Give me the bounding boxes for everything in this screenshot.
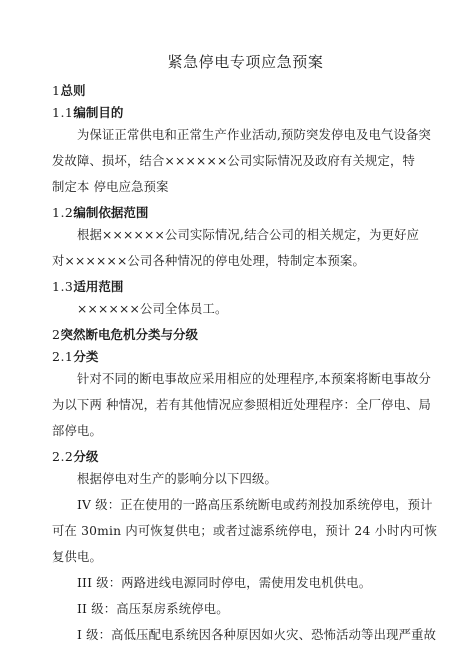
paragraph-line: 针对不同的断电事故应采用相应的处理程序,本预案将断电事故分 — [77, 372, 432, 386]
section-heading-1 — [52, 82, 439, 100]
paragraph-line: II 级：高压泵房系统停电。 — [77, 602, 229, 616]
paragraph-line: 制定本 停电应急预案 — [52, 180, 169, 194]
section-title: 编制目的 — [73, 105, 124, 120]
section-title: 适用范围 — [73, 279, 124, 294]
paragraph-line: 根据××××××公司实际情况,结合公司的相关规定，为更好应 — [77, 228, 420, 242]
paragraph-line: 对××××××公司各种情况的停电处理，特制定本预案。 — [52, 254, 365, 268]
section-title: 编制依据范围 — [73, 205, 149, 220]
paragraph-line: ××××××公司全体员工。 — [77, 302, 228, 316]
paragraph-line: 部停电。 — [52, 424, 102, 438]
section-heading-2-1 — [52, 348, 439, 366]
section-title: 分类 — [73, 349, 99, 364]
paragraph-line: IV 级：正在使用的一路高压系统断电或药剂投加系统停电，预计 — [77, 498, 433, 512]
section-heading-1-3 — [52, 278, 439, 296]
paragraph-line: 复供电。 — [52, 550, 102, 564]
section-number: 1.1 — [52, 105, 74, 120]
paragraph-line: I 级：高低压配电系统因各种原因如火灾、恐怖活动等出现严重故 — [77, 628, 437, 642]
section-heading-1-1 — [52, 104, 439, 122]
section-heading-1-2 — [52, 204, 439, 222]
document-title: 紧急停电专项应急预案 — [167, 53, 324, 71]
section-number: 2.2 — [52, 449, 74, 464]
paragraph-line: 为保证正常供电和正常生产作业活动,预防突发停电及电气设备突 — [77, 128, 432, 142]
section-heading-2 — [52, 326, 439, 344]
paragraph-line: 发故障、损坏，结合××××××公司实际情况及政府有关规定，特 — [52, 154, 415, 168]
section-title: 分级 — [73, 449, 99, 464]
paragraph-line: III 级：两路进线电源同时停电，需使用发电机供电。 — [77, 576, 372, 590]
section-title: 总则 — [60, 83, 86, 98]
section-number: 2 — [52, 327, 61, 342]
paragraph-line: 可在 30min 内可恢复供电；或者过滤系统停电，预计 24 小时内可恢 — [52, 524, 438, 538]
section-number: 1.3 — [52, 279, 74, 294]
paragraph-line: 为以下两 种情况，若有其他情况应参照相近处理程序：全厂停电、局 — [52, 398, 432, 412]
section-number: 1 — [52, 83, 61, 98]
paragraph-line: 根据停电对生产的影响分以下四级。 — [77, 472, 277, 486]
section-title: 突然断电危机分类与分级 — [60, 327, 198, 342]
section-number: 2.1 — [52, 349, 74, 364]
section-number: 1.2 — [52, 205, 74, 220]
section-heading-2-2 — [52, 448, 439, 466]
